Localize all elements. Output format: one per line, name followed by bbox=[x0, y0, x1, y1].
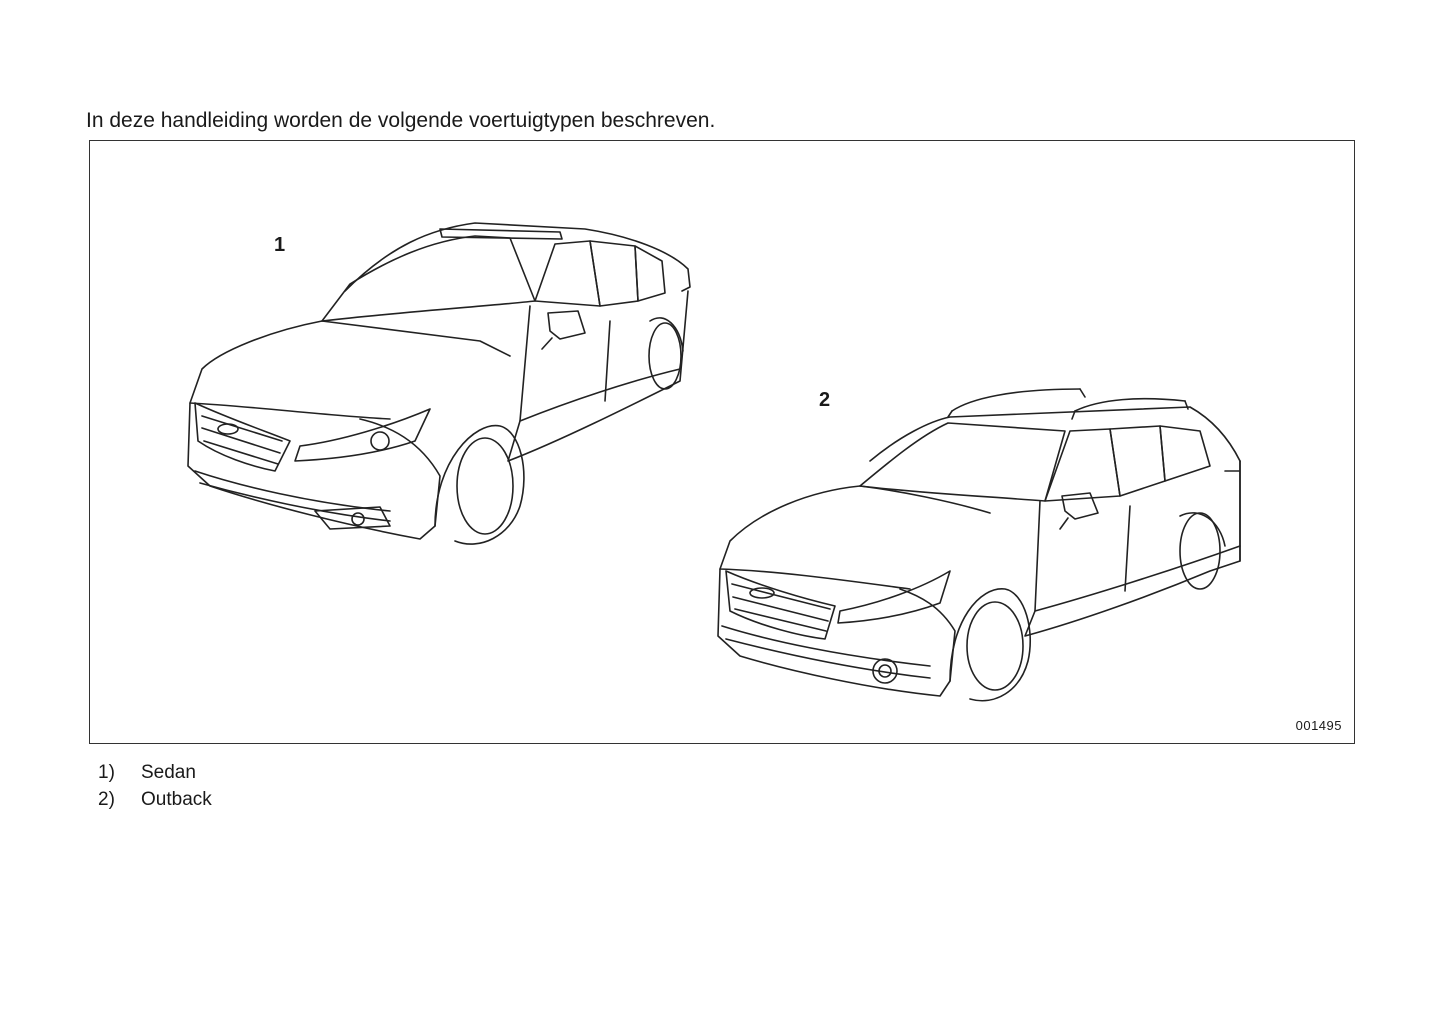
legend-label: Outback bbox=[141, 789, 212, 810]
outback-illustration bbox=[718, 389, 1240, 701]
figure-legend bbox=[98, 759, 212, 813]
vehicle-figure bbox=[89, 140, 1355, 744]
sedan-illustration bbox=[188, 223, 690, 544]
legend-number: 2) bbox=[98, 789, 115, 810]
legend-item bbox=[98, 759, 212, 786]
callout-outback: 2 bbox=[819, 389, 831, 411]
callout-sedan: 1 bbox=[274, 234, 286, 256]
legend-label: Sedan bbox=[141, 762, 196, 783]
legend-item bbox=[98, 786, 212, 813]
intro-text: In deze handleiding worden de volgende voertuigtypen beschreven. bbox=[86, 109, 716, 132]
figure-code: 001495 bbox=[1295, 718, 1342, 733]
legend-number: 1) bbox=[98, 762, 115, 783]
